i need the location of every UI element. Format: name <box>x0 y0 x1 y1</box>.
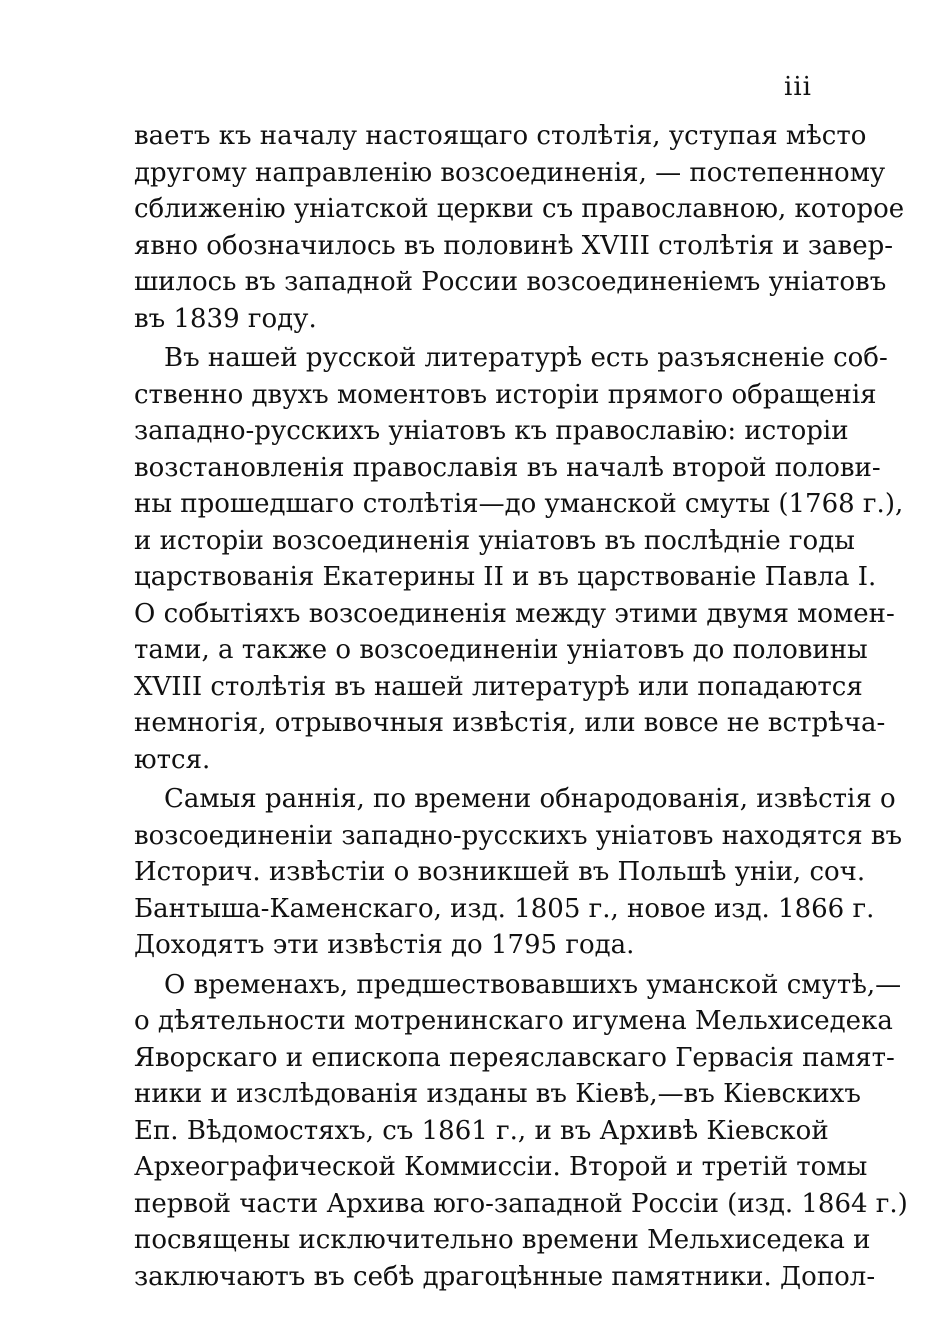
text-line: ны прошедшаго столѣтія—до уманской смуты (1768 г.), <box>134 489 904 519</box>
text-line: Еп. Вѣдомостяхъ, съ 1861 г., и въ Архивѣ Кіевской <box>134 1115 829 1146</box>
text-line: западно-русскихъ уніатовъ къ православію: исторіи <box>134 416 849 446</box>
text-line: и исторіи возсоединенія уніатовъ въ послѣдніе годы <box>134 525 855 556</box>
text-line: другому направленію возсоединенія, — постепенному <box>134 157 886 188</box>
text-line: явно обозначилось въ половинѣ XVIII столѣтія и завер- <box>134 230 894 261</box>
page-number: iii <box>784 72 812 102</box>
paragraph <box>134 967 908 1296</box>
text-line: тами, а также о возсоединеніи уніатовъ до половины <box>134 635 868 665</box>
text-line: Самыя раннія, по времени обнародованія, извѣстія о <box>164 784 896 814</box>
text-line: О событіяхъ возсоединенія между этими двумя момен- <box>134 598 895 629</box>
text-line: ственно двухъ моментовъ исторіи прямого обращенія <box>134 379 877 410</box>
text-line: возстановленія православія въ началѣ второй полови- <box>134 452 881 483</box>
text-line: царствованія Екатерины II и въ царствованіе Павла I. <box>134 562 877 592</box>
text-line: о дѣятельности мотренинскаго игумена Мельхиседека <box>134 1006 893 1036</box>
paragraph <box>134 781 903 964</box>
text-line: немногія, отрывочныя извѣстія, или вовсе не встрѣча- <box>134 708 886 738</box>
text-line: сближенію уніатской церкви съ православною, которое <box>134 194 905 224</box>
text-line: Бантыша-Каменскаго, изд. 1805 г., новое изд. 1866 г. <box>134 893 875 924</box>
text-line: Доходятъ эти извѣстія до 1795 года. <box>134 930 635 960</box>
text-line: въ 1839 году. <box>134 303 317 334</box>
text-line: ваетъ къ началу настоящаго столѣтія, уступая мѣсто <box>134 121 867 151</box>
body-text <box>134 118 908 1295</box>
text-line: заключаютъ въ себѣ драгоцѣнные памятники. Допол- <box>134 1261 876 1292</box>
text-line: шилось въ западной России возсоединеніемъ уніатовъ <box>134 267 887 297</box>
text-line: Историч. извѣстіи о возникшей въ Польшѣ уніи, соч. <box>134 857 866 887</box>
text-line: Въ нашей русской литературѣ есть разъясненіе соб- <box>164 343 888 373</box>
text-line: Яворскаго и епископа переяславскаго Гервасія памят- <box>134 1042 895 1073</box>
text-line: ются. <box>134 744 211 775</box>
text-line: О временахъ, предшествовавшихъ уманской смутѣ,— <box>164 969 902 1000</box>
text-line: ники и изслѣдованія изданы въ Кіевѣ,—въ Кіевскихъ <box>134 1079 861 1109</box>
paragraph <box>134 118 905 337</box>
text-line: XVIII столѣтія въ нашей литературѣ или попадаются <box>134 671 863 702</box>
text-line: первой части Архива юго-западной Россіи (изд. 1864 г.) <box>134 1188 908 1219</box>
text-line: посвящены исключительно времени Мельхиседека и <box>134 1225 871 1255</box>
paragraph <box>134 340 904 778</box>
text-line: возсоединеніи западно-русскихъ уніатовъ находятся въ <box>134 820 903 851</box>
text-line: Археографической Коммиссіи. Второй и третій томы <box>134 1152 868 1182</box>
